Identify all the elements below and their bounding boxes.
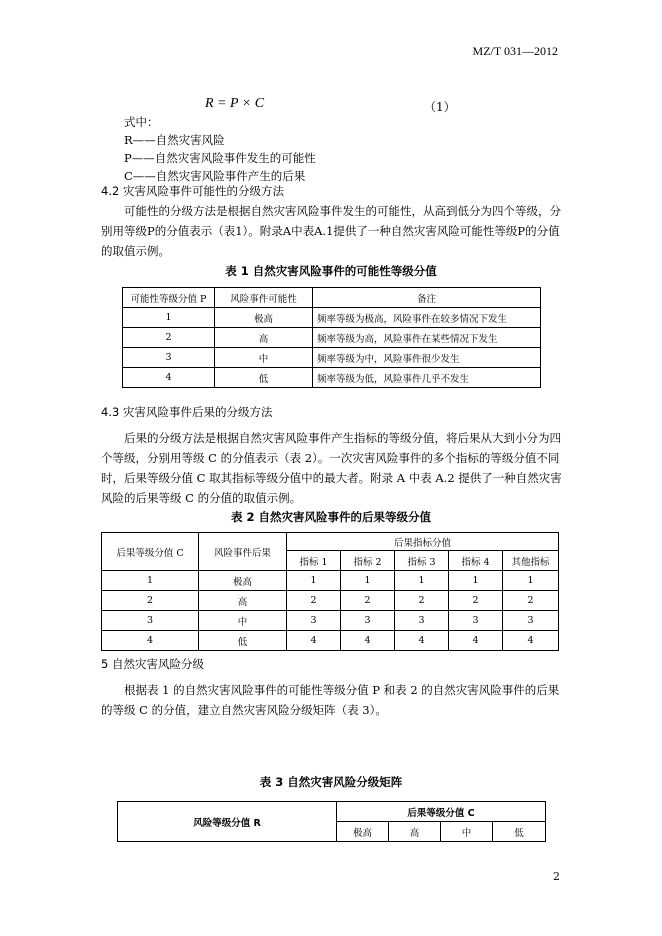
table-cell: 1: [102, 571, 199, 591]
table-cell: 频率等级为高，风险事件在某些情况下发生: [313, 328, 541, 348]
table2-subheader: 指标 3: [395, 551, 449, 571]
table2-header: 风险事件后果: [199, 533, 287, 571]
table3-subheader: 中: [441, 822, 493, 842]
definition-c: C——自然灾害风险事件产生的后果: [124, 169, 306, 183]
table2-subheader: 指标 1: [287, 551, 341, 571]
table1-header: 可能性等级分值 P: [123, 288, 215, 308]
table-cell: 频率等级为低，风险事件几乎不发生: [313, 368, 541, 388]
table-cell: 2: [341, 591, 395, 611]
table3-group-header: 后果等级分值 C: [337, 802, 546, 822]
table-cell: 3: [503, 611, 559, 631]
table-cell: 4: [341, 631, 395, 651]
table-cell: 中: [199, 611, 287, 631]
definition-r: R——自然灾害风险: [124, 133, 225, 147]
table-cell: 2: [395, 591, 449, 611]
table-cell: 3: [395, 611, 449, 631]
table3-subheader: 高: [389, 822, 441, 842]
page-number: 2: [553, 870, 560, 883]
para-line: 的取值示例。: [101, 244, 170, 258]
definition-p: P——自然灾害风险事件发生的可能性: [124, 151, 316, 165]
table1-header: 风险事件可能性: [215, 288, 313, 308]
para-line: 时，后果等级分值 C 取其指标等级分值中的最大者。附录 A 中表 A.2 提供了一种自然灾害: [101, 471, 562, 485]
table-cell: 2: [503, 591, 559, 611]
section-4-3-paragraph: [101, 428, 563, 508]
para-line: 根据表 1 的自然灾害风险事件的可能性等级分值 P 和表 2 的自然灾害风险事件的后果: [124, 683, 560, 697]
table-cell: 3: [102, 611, 199, 631]
table2-caption: 表 2 自然灾害风险事件的后果等级分值: [230, 510, 431, 524]
table-cell: 3: [341, 611, 395, 631]
para-line: 的等级 C 的分值，建立自然灾害风险分级矩阵（表 3）。: [101, 703, 387, 717]
table-cell: 频率等级为极高，风险事件在较多情况下发生: [313, 308, 541, 328]
table-row: [102, 571, 559, 591]
table-cell: 1: [287, 571, 341, 591]
table-cell: 中: [215, 348, 313, 368]
formula-number: （1）: [424, 100, 456, 114]
table-cell: 3: [123, 348, 215, 368]
table-cell: 4: [287, 631, 341, 651]
document-code: MZ/T 031—2012: [472, 44, 558, 58]
table-cell: 3: [449, 611, 503, 631]
table-cell: 2: [449, 591, 503, 611]
table2-subheader: 指标 4: [449, 551, 503, 571]
formula: R = P × C: [205, 96, 265, 111]
table3: [117, 801, 546, 842]
table-cell: 4: [395, 631, 449, 651]
table-cell: 高: [215, 328, 313, 348]
section-heading-4-2: 4.2 灾害风险事件可能性的分级方法: [101, 184, 284, 198]
table-cell: 2: [287, 591, 341, 611]
table-cell: 1: [395, 571, 449, 591]
table-cell: 极高: [215, 308, 313, 328]
para-line: 个等级，分别用等级 C 的分值表示（表 2）。一次灾害风险事件的多个指标的等级分值不同: [101, 451, 560, 465]
table3-caption: 表 3 自然灾害风险分级矩阵: [259, 775, 403, 789]
table1-header: 备注: [313, 288, 541, 308]
table2-subheader: 其他指标: [503, 551, 559, 571]
table-cell: 4: [449, 631, 503, 651]
table-cell: 4: [503, 631, 559, 651]
table3-header: 风险等级分值 R: [118, 802, 337, 842]
table-cell: 低: [199, 631, 287, 651]
table-row: [123, 368, 541, 388]
table2-subheader: 指标 2: [341, 551, 395, 571]
table-cell: 2: [102, 591, 199, 611]
table-row: [123, 328, 541, 348]
table-cell: 高: [199, 591, 287, 611]
table-cell: 频率等级为中，风险事件很少发生: [313, 348, 541, 368]
table-cell: 4: [123, 368, 215, 388]
table3-subheader: 低: [493, 822, 546, 842]
section-heading-5: 5 自然灾害风险分级: [101, 657, 204, 671]
table-cell: 4: [102, 631, 199, 651]
table-row: [123, 348, 541, 368]
table2-header: 后果等级分值 C: [102, 533, 199, 571]
table3-subheader: 极高: [337, 822, 389, 842]
table-row: [123, 308, 541, 328]
table-row: [102, 631, 559, 651]
para-line: 别用等级P的分值表示（表1）。附录A中表A.1提供了一种自然灾害风险可能性等级P的分值: [101, 224, 560, 238]
table-cell: 极高: [199, 571, 287, 591]
table-cell: 低: [215, 368, 313, 388]
table-cell: 1: [449, 571, 503, 591]
para-line: 可能性的分级方法是根据自然灾害风险事件发生的可能性，从高到低分为四个等级，分: [124, 204, 561, 218]
para-line: 后果的分级方法是根据自然灾害风险事件产生指标的等级分值，将后果从大到小分为四: [124, 431, 561, 445]
table1: [122, 287, 541, 388]
table-cell: 1: [503, 571, 559, 591]
table-cell: 2: [123, 328, 215, 348]
table-cell: 1: [123, 308, 215, 328]
table-row: [102, 611, 559, 631]
section-4-2-paragraph: [101, 201, 563, 261]
table-cell: 3: [287, 611, 341, 631]
definitions-intro: 式中：: [124, 115, 159, 129]
section-5-paragraph: [101, 680, 563, 720]
table-cell: 1: [341, 571, 395, 591]
table-row: [102, 591, 559, 611]
table2: [101, 532, 559, 651]
section-heading-4-3: 4.3 灾害风险事件后果的分级方法: [101, 405, 273, 419]
para-line: 风险的后果等级 C 的分值的取值示例。: [101, 491, 302, 505]
table1-caption: 表 1 自然灾害风险事件的可能性等级分值: [225, 264, 437, 278]
table2-group-header: 后果指标分值: [287, 533, 559, 551]
